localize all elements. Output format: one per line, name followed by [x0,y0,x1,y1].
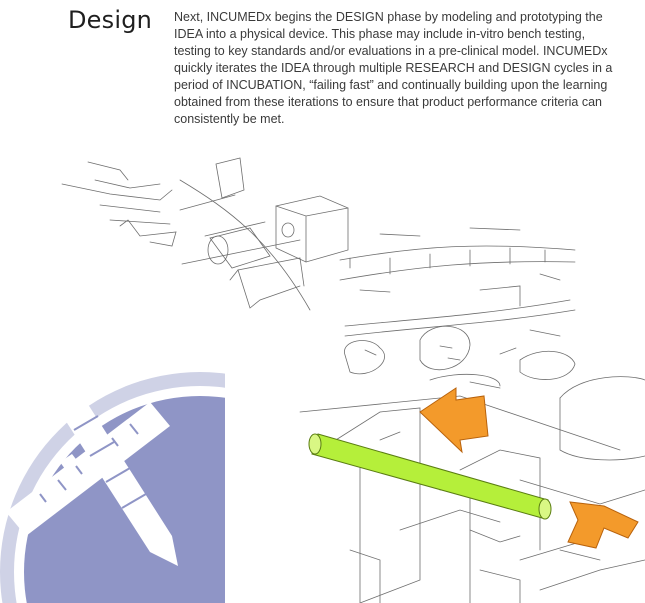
section-heading: Design [68,6,153,34]
ruler-pencil-icon [0,362,225,603]
section-paragraph: Next, INCUMEDx begins the DESIGN phase by modeling and prototyping the IDEA into a physical device. This phase may include in-vitro bench testing, testing to key standards and/or evaluations in a pre-clinical model. INCUMEDx quickly iterates the IDEA through multiple RESEARCH and DESIGN cycles in a period of INCUBATION, “failing fast” and continually building upon the learning obtained from these iterations to ensure that product performance criteria can consistently be met. [174,10,613,126]
